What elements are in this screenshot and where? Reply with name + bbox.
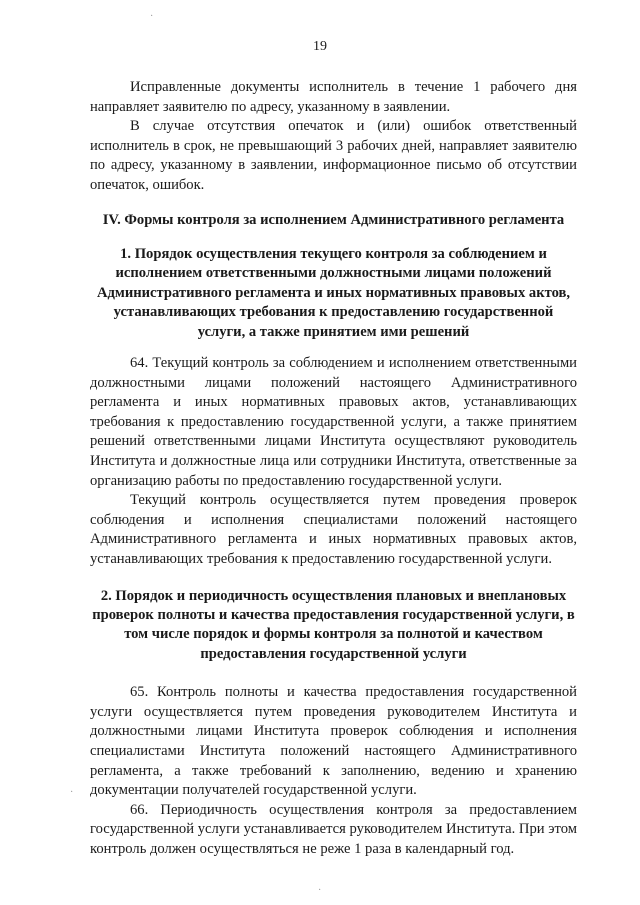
- paragraph-65: 65. Контроль полноты и качества предоставления государственной услуги осуществляется путем проведения руководителем Института и должностными лицами Института проверок соблюдения и исполнения специалистами Института положений настоящего Административного регламента, а также требований к заполнению, ведению и хранению документации получателей государственной услуги.: [90, 684, 577, 799]
- section-heading-iv: IV. Формы контроля за исполнением Административного регламента: [102, 211, 565, 228]
- scan-speck: ·: [150, 11, 154, 22]
- paragraph-64: 64. Текущий контроль за соблюдением и исполнением ответственными должностными лицами положений настоящего Административного регламента и иных нормативных правовых актов, устанавливающих требования к предоставлению государственной услуги, а также принятием решений ответственными лицами Института осуществляют руководитель Института и должностные лица или сотрудники Института, ответственные за организацию работы по предоставлению государственной услуги.: [90, 355, 577, 489]
- subsection-heading-2: 2. Порядок и периодичность осуществления плановых и внеплановых проверок полноты и качества предоставления государственной услуги, в том числе порядок и формы контроля за полнотой и качеством предоставления государственной услуги: [92, 587, 575, 662]
- page-number: 19: [313, 39, 327, 54]
- scan-speck: ·: [70, 787, 74, 798]
- page-content: [90, 78, 577, 860]
- scan-speck: ·: [318, 885, 322, 896]
- paragraph-66: 66. Периодичность осуществления контроля за предоставлением государственной услуги устанавливается руководителем Института. При этом контроль должен осуществляться не реже 1 раза в календарный год.: [90, 801, 577, 857]
- subsection-heading-1: 1. Порядок осуществления текущего контроля за соблюдением и исполнением ответственными должностными лицами положений Административного регламента и иных нормативных правовых актов, устанавливающих требования к предоставлению государственной услуги, а также принятием ими решений: [96, 245, 571, 340]
- paragraph-corrected-documents: Исправленные документы исполнитель в течение 1 рабочего дня направляет заявителю по адресу, указанному в заявлении.: [90, 79, 577, 115]
- paragraph-current-control: Текущий контроль осуществляется путем проведения проверок соблюдения и исполнения специалистами положений настоящего Административного регламента и иных нормативных правовых актов, устанавливающих требования к предоставлению государственной услуги.: [90, 492, 577, 567]
- paragraph-no-errors-letter: В случае отсутствия опечаток и (или) ошибок ответственный исполнитель в срок, не превышающий 3 рабочих дней, направляет заявителю по адресу, указанному в заявлении, информационное письмо об отсутствии опечаток, ошибок.: [90, 118, 577, 193]
